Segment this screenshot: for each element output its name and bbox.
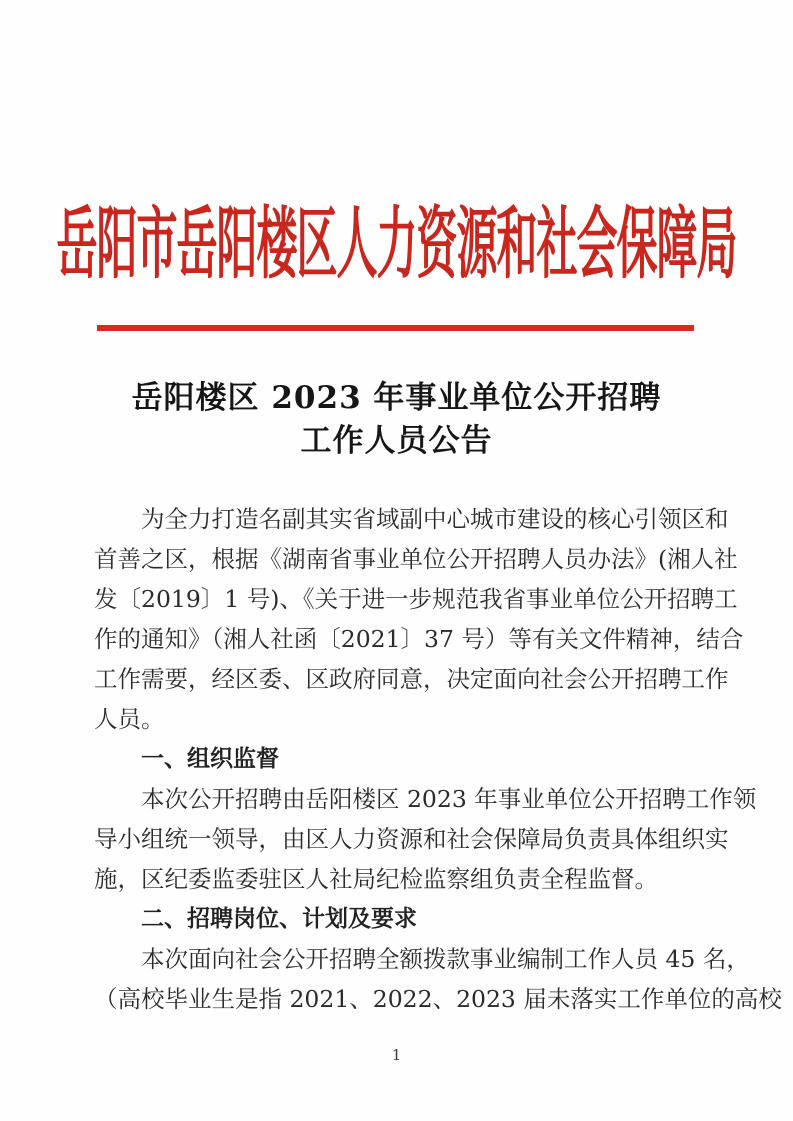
section-heading-recruitment-positions: 二、招聘岗位、计划及要求 <box>141 906 417 932</box>
section-heading-organization-supervision: 一、组织监督 <box>141 746 279 772</box>
intro-paragraph-line: 人员。 <box>94 705 165 733</box>
document-title-line-1: 岳阳楼区 2023 年事业单位公开招聘 <box>131 380 662 416</box>
section2-paragraph-line: （高校毕业生是指 2021、2022、2023 届未落实工作单位的高校 <box>94 985 782 1013</box>
intro-paragraph-line: 发〔2019〕1 号)、《关于进一步规范我省事业单位公开招聘工 <box>94 585 738 613</box>
section1-paragraph-line: 导小组统一领导，由区人力资源和社会保障局负责具体组织实 <box>94 825 729 853</box>
intro-paragraph-line: 首善之区，根据《湖南省事业单位公开招聘人员办法》(湘人社 <box>94 545 738 573</box>
document-title <box>0 377 793 463</box>
document-body <box>94 499 782 1019</box>
section1-paragraph-line: 本次公开招聘由岳阳楼区 2023 年事业单位公开招聘工作领 <box>141 785 757 813</box>
document-title-line-2: 工作人员公告 <box>300 423 493 459</box>
letterhead-org-name: 岳阳市岳阳楼区人力资源和社会保障局 <box>56 198 737 290</box>
page-number: 1 <box>391 1046 402 1064</box>
intro-paragraph-line: 为全力打造名副其实省域副中心城市建设的核心引领区和 <box>141 505 729 533</box>
letterhead-divider-rule <box>97 325 694 331</box>
section1-paragraph-line: 施，区纪委监委驻区人社局纪检监察组负责全程监督。 <box>94 865 658 893</box>
section2-paragraph-line: 本次面向社会公开招聘全额拨款事业编制工作人员 45 名， <box>141 945 750 973</box>
intro-paragraph-line: 作的通知》（湘人社函〔2021〕37 号）等有关文件精神，结合 <box>94 625 744 653</box>
intro-paragraph-line: 工作需要，经区委、区政府同意，决定面向社会公开招聘工作 <box>94 665 729 693</box>
